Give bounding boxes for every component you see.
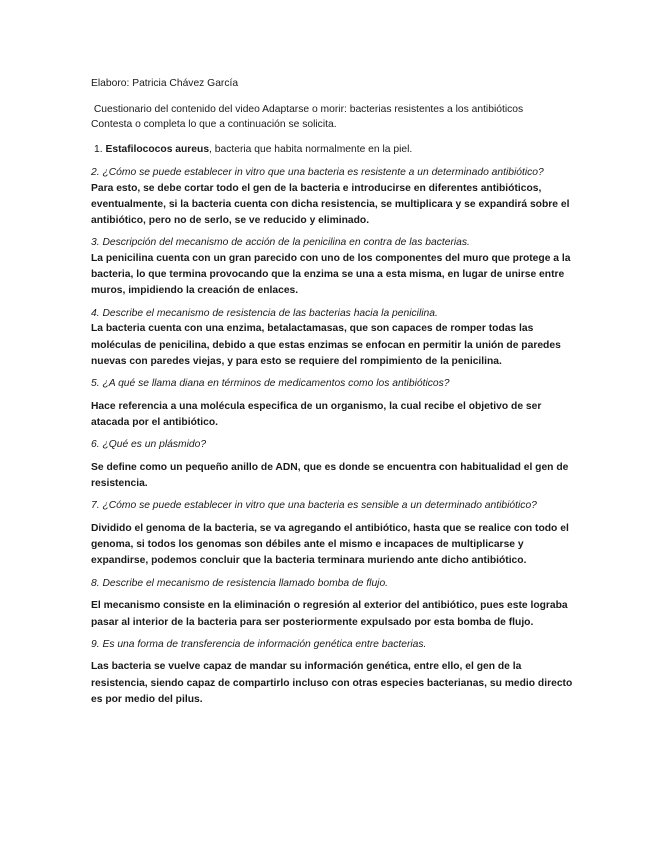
answer-3: La penicilina cuenta con un gran parecido con uno de los componentes del muro que protege a la bacteria, lo que termina provocando que la enzima se una a esta misma, en lugar de unirse entre muros, impidiendo la creación de enlaces.	[91, 252, 571, 297]
answer-2: Para esto, se debe cortar todo el gen de la bacteria e introducirse en diferentes antibióticos, eventualmente, si la bacteria cuenta con dicha resistencia, se multiplicara y se expandirá sobre el antibiótico, pero no de serlo, se ve reducido y eliminado.	[91, 182, 570, 227]
answer-7: Dividido el genoma de la bacteria, se va agregando el antibiótico, hasta que se realice con todo el genoma, si todos los genomas son débiles ante el mismo e incapaces de multiplicarse y expandirse, podemos concluir que la bacteria terminara muriendo ante dicho antibiótico.	[91, 522, 569, 567]
author-line: Elaboro: Patricia Chávez García	[91, 78, 239, 89]
question-2-text: 2. ¿Cómo se puede establecer in vitro que una bacteria es resistente a un determinado antibiótico?	[91, 167, 544, 178]
question-5-text: 5. ¿A qué se llama diana en términos de medicamentos como los antibióticos?	[91, 378, 450, 390]
question-4-text: 4. Describe el mecanismo de resistencia de las bacterias hacia la penicilina.	[91, 307, 438, 319]
question-1-text: , bacteria que habita normalmente en la piel.	[209, 143, 413, 155]
question-6-text: 6. ¿Qué es un plásmido?	[91, 439, 207, 451]
question-3-text: 3. Descripción del mecanismo de acción de la penicilina en contra de las bacterias.	[91, 237, 470, 249]
intro-title: Cuestionario del contenido del video Adaptarse o morir: bacterias resistentes a los antibióticos	[91, 103, 524, 115]
question-3	[91, 235, 575, 299]
question-5	[91, 376, 575, 431]
question-2	[91, 165, 575, 229]
question-7-text: 7. ¿Cómo se puede establecer in vitro que una bacteria es sensible a un determinado antibiótico?	[91, 500, 537, 512]
question-4	[91, 306, 575, 370]
answer-6: Se define como un pequeño anillo de ADN, que es donde se encuentra con habitualidad el gen de resistencia.	[91, 461, 569, 490]
answer-5: Hace referencia a una molécula especifica de un organismo, la cual recibe el objetivo de ser atacada por el antibiótico.	[91, 400, 542, 428]
answer-4: La bacteria cuenta con una enzima, betalactamasas, que son capaces de romper todas las moléculas de penicilina, debido a que estas enzimas se enfocan en permitir la unión de paredes nuevas con paredes viejas, y para esto se requiere del rompimiento de la penicilina.	[91, 323, 561, 367]
question-7	[91, 498, 575, 569]
question-1	[91, 142, 575, 158]
question-1-number: 1.	[94, 143, 103, 155]
question-6	[91, 437, 575, 492]
answer-9: Las bacteria se vuelve capaz de mandar su información genética, entre ello, el gen de la resistencia, siendo capaz de compartirlo incluso con otras especies bacterianas, su medio directo es por medio del pilus.	[91, 661, 573, 705]
question-9-text: 9. Es una forma de transferencia de información genética entre bacterias.	[91, 638, 427, 650]
intro-instructions: Contesta o completa lo que a continuación se solicita.	[91, 119, 337, 130]
question-8	[91, 576, 575, 631]
intro	[91, 102, 575, 133]
question-8-text: 8. Describe el mecanismo de resistencia llamado bomba de flujo.	[91, 577, 389, 589]
question-9	[91, 637, 575, 708]
question-1-answer-bold: Estafilococos aureus	[105, 143, 210, 155]
answer-8: El mecanismo consiste en la eliminación o regresión al exterior del antibiótico, pues este lograba pasar al interior de la bacteria para ser posteriormente expulsado por esta bomba de flujo.	[91, 600, 568, 628]
